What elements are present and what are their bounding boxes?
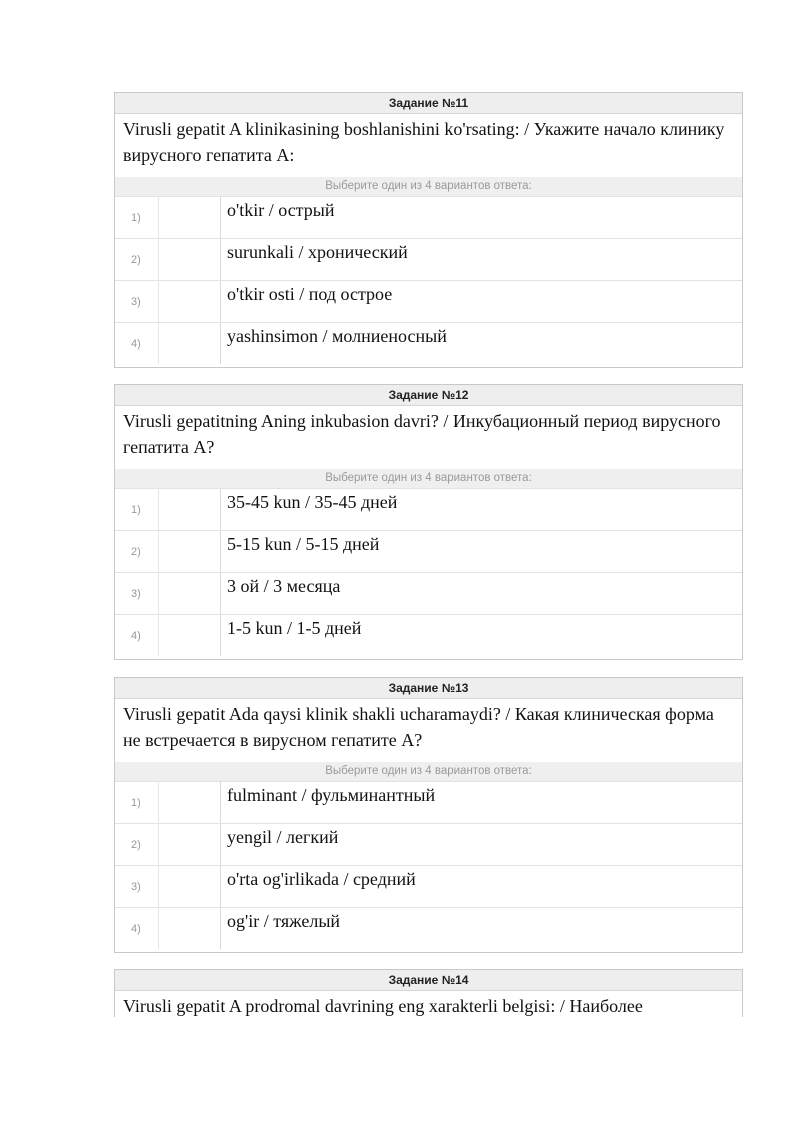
task-title: Задание №14 (115, 970, 742, 991)
question-text: Virusli gepatitning Aning inkubasion davri? / Инкубационный период вирусного гепатита А? (123, 411, 721, 457)
task-title: Задание №12 (115, 385, 742, 406)
option-text: fulminant / фульминантный (227, 785, 436, 805)
answer-instruction: Выберите один из 4 вариантов ответа: (115, 177, 742, 196)
answer-option[interactable] (115, 238, 742, 280)
answer-checkbox[interactable] (159, 866, 221, 907)
option-number: 1) (115, 782, 159, 823)
option-number: 3) (115, 281, 159, 322)
question-text: Virusli gepatit A klinikasining boshlanishini ko'rsating: / Укажите начало клинику вирусного гепатита А: (123, 119, 725, 165)
answer-option[interactable] (115, 488, 742, 530)
answer-checkbox[interactable] (159, 281, 221, 322)
option-text: o'tkir osti / под острое (227, 284, 393, 304)
answer-checkbox[interactable] (159, 908, 221, 949)
task-card (114, 969, 743, 1017)
option-number: 4) (115, 615, 159, 656)
option-text: yengil / легкий (227, 827, 339, 847)
answer-checkbox[interactable] (159, 531, 221, 572)
answer-checkbox[interactable] (159, 573, 221, 614)
answer-instruction: Выберите один из 4 вариантов ответа: (115, 469, 742, 488)
answer-checkbox[interactable] (159, 239, 221, 280)
answer-option[interactable] (115, 572, 742, 614)
option-number: 4) (115, 908, 159, 949)
task-card (114, 677, 743, 953)
option-number: 2) (115, 239, 159, 280)
answer-checkbox[interactable] (159, 323, 221, 364)
answer-option[interactable] (115, 280, 742, 322)
task-card (114, 384, 743, 660)
option-number: 2) (115, 824, 159, 865)
task-title: Задание №11 (115, 93, 742, 114)
option-number: 4) (115, 323, 159, 364)
option-text: 35-45 kun / 35-45 дней (227, 492, 398, 512)
answer-instruction: Выберите один из 4 вариантов ответа: (115, 762, 742, 781)
option-text: yashinsimon / молниеносный (227, 326, 447, 346)
answer-option[interactable] (115, 865, 742, 907)
answer-option[interactable] (115, 781, 742, 823)
option-text: o'rta og'irlikada / средний (227, 869, 416, 889)
answer-checkbox[interactable] (159, 824, 221, 865)
answer-option[interactable] (115, 614, 742, 656)
task-title: Задание №13 (115, 678, 742, 699)
question-text: Virusli gepatit Ada qaysi klinik shakli ucharamaydi? / Какая клиническая форма не встречается в вирусном гепатите А? (123, 704, 714, 750)
option-number: 2) (115, 531, 159, 572)
task-card (114, 92, 743, 368)
answer-checkbox[interactable] (159, 489, 221, 530)
option-number: 3) (115, 866, 159, 907)
option-text: og'ir / тяжелый (227, 911, 341, 931)
option-number: 3) (115, 573, 159, 614)
option-text: 1-5 kun / 1-5 дней (227, 618, 362, 638)
answer-option[interactable] (115, 530, 742, 572)
option-number: 1) (115, 197, 159, 238)
question-text: Virusli gepatit A prodromal davrining eng xarakterli belgisi: / Наиболее (123, 996, 643, 1016)
answer-option[interactable] (115, 907, 742, 949)
answer-checkbox[interactable] (159, 782, 221, 823)
option-number: 1) (115, 489, 159, 530)
answer-checkbox[interactable] (159, 197, 221, 238)
answer-option[interactable] (115, 196, 742, 238)
answer-option[interactable] (115, 823, 742, 865)
option-text: 5-15 kun / 5-15 дней (227, 534, 380, 554)
option-text: surunkali / хронический (227, 242, 408, 262)
answer-option[interactable] (115, 322, 742, 364)
option-text: o'tkir / острый (227, 200, 335, 220)
answer-checkbox[interactable] (159, 615, 221, 656)
option-text: 3 ой / 3 месяца (227, 576, 341, 596)
